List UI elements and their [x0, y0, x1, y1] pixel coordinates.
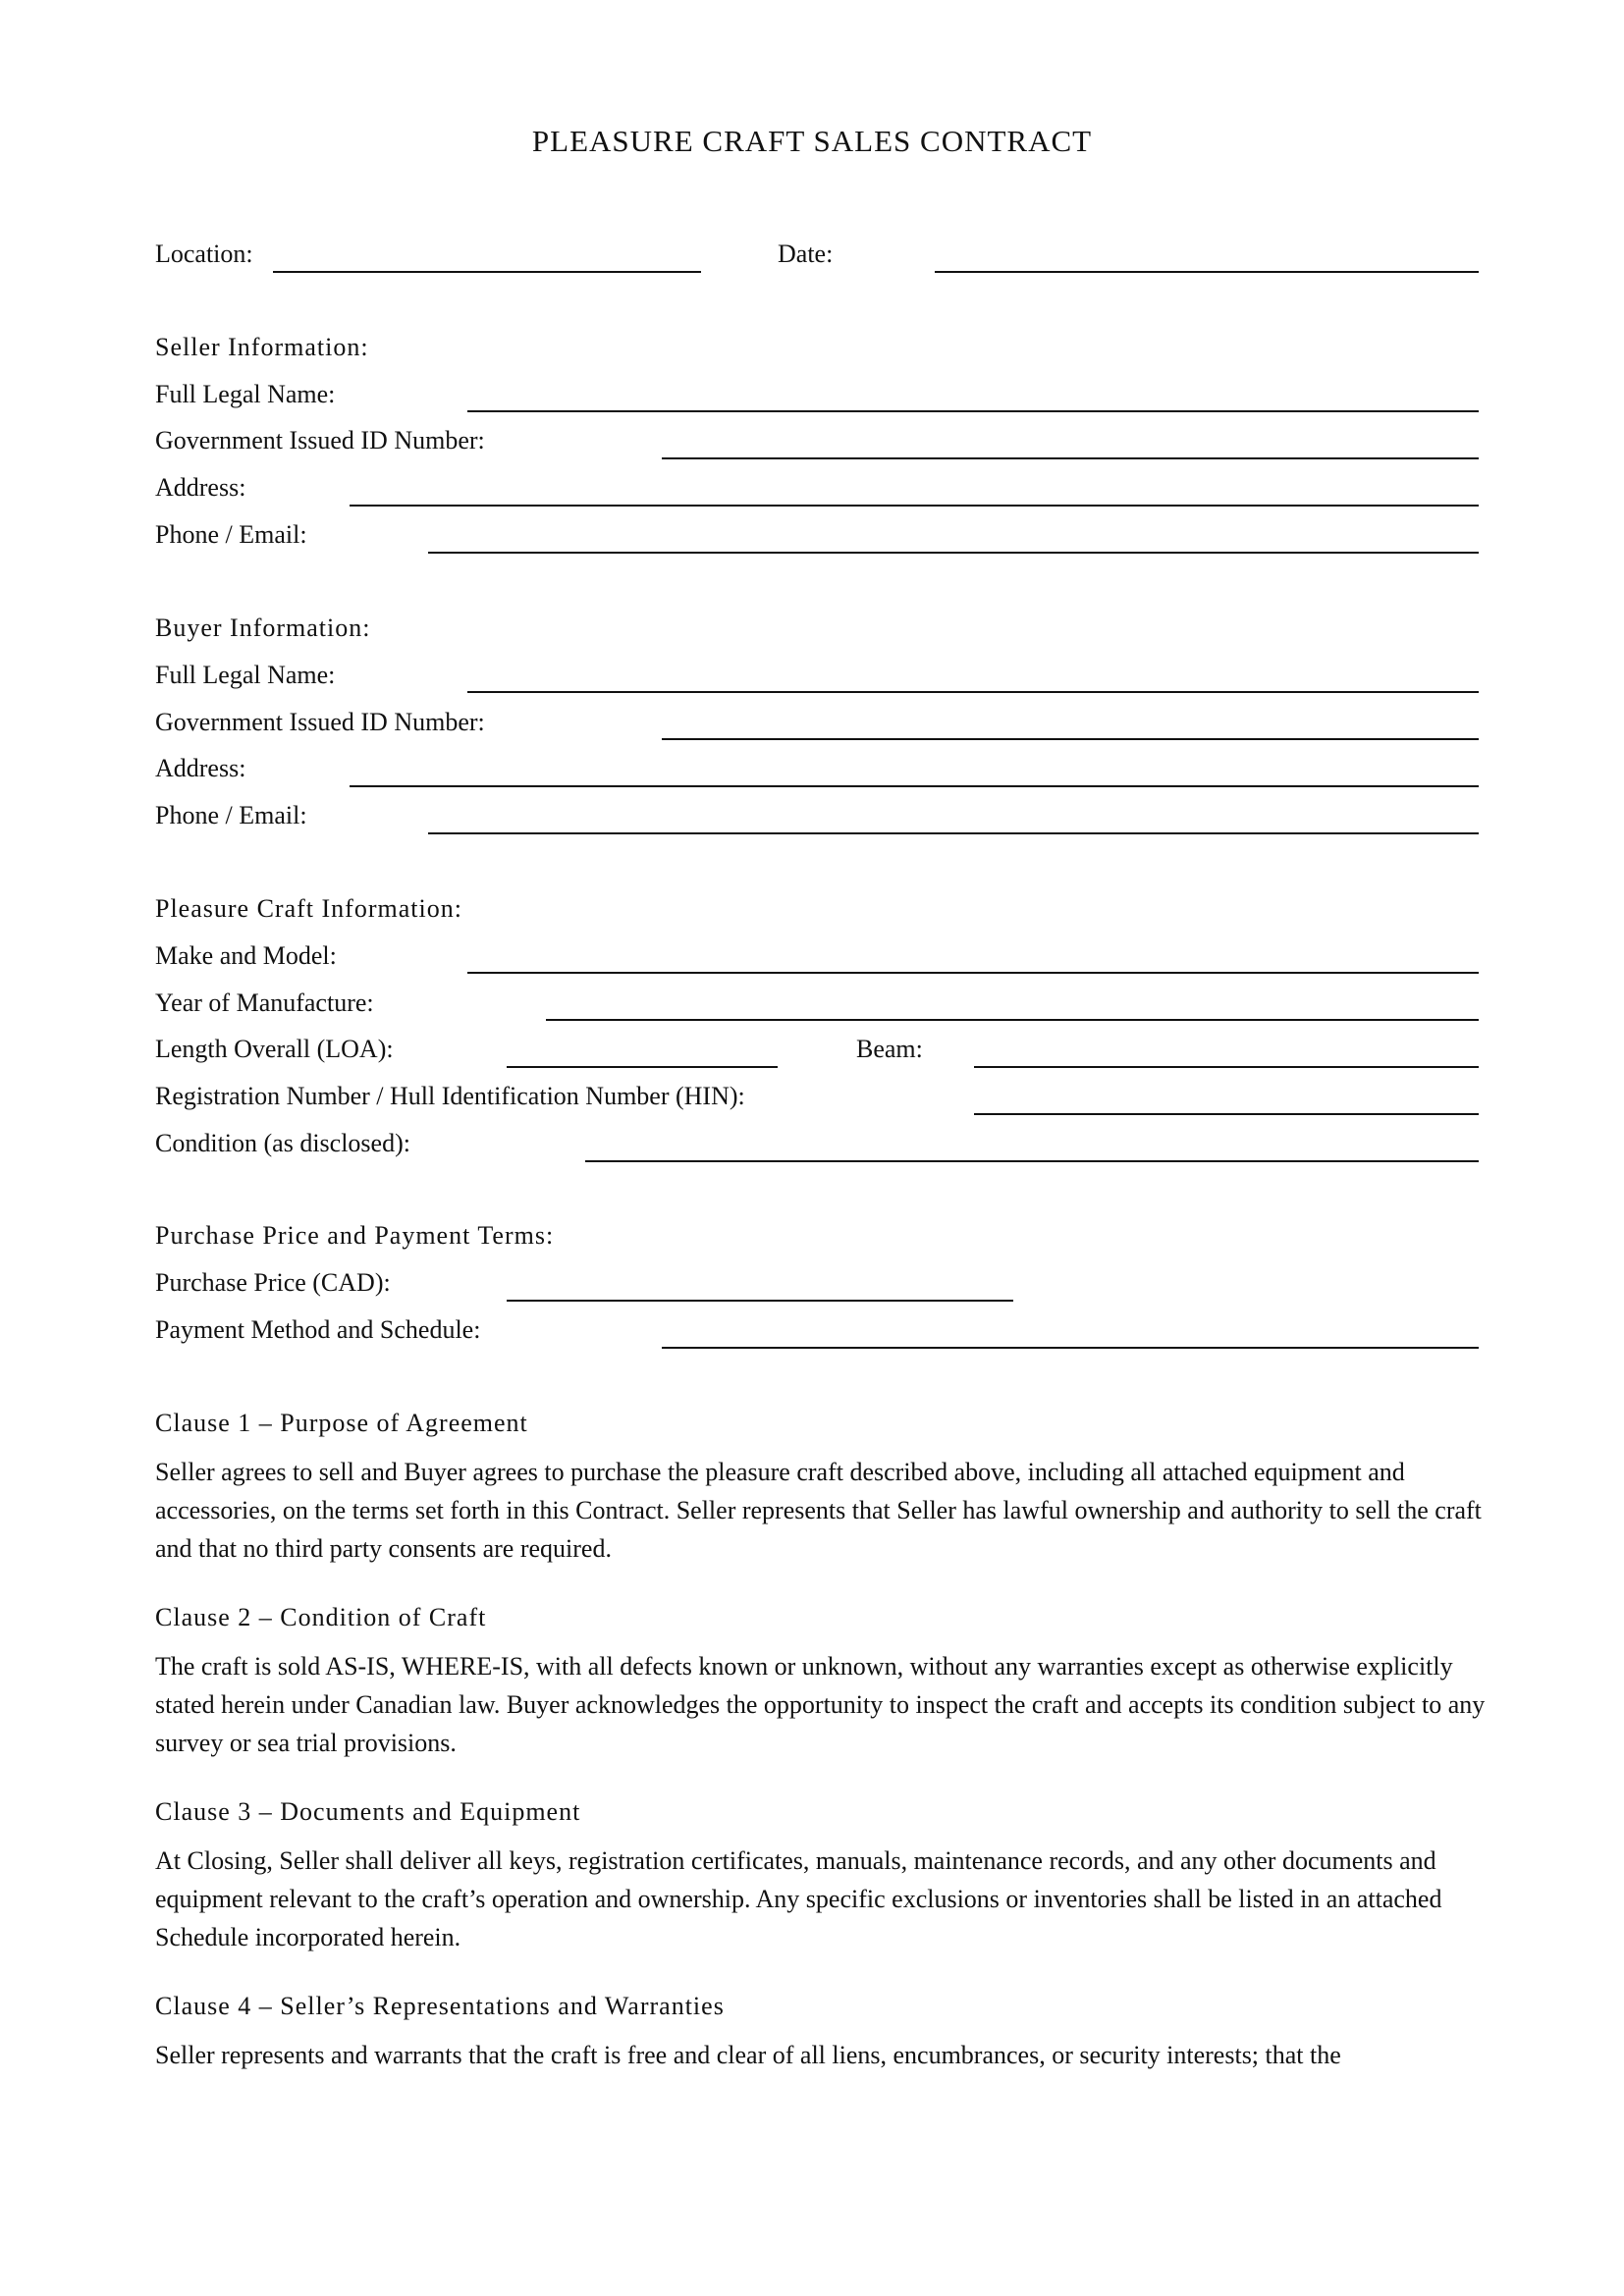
seller-contact-field[interactable] — [428, 552, 1479, 554]
seller-name-field[interactable] — [467, 410, 1479, 412]
clause-2-body: The craft is sold AS-IS, WHERE-IS, with all defects known or unknown, without any warranties except as otherwise explicitly stated herein under Canadian law. Buyer acknowledges the opportunity to inspect the craft and accepts its condition subject to any survey or sea trial provisions. — [155, 1652, 1486, 1757]
craft-heading: Pleasure Craft Information: — [155, 894, 462, 923]
payment-method-label: Payment Method and Schedule: — [155, 1315, 481, 1344]
date-field[interactable] — [935, 271, 1479, 273]
craft-condition-label: Condition (as disclosed): — [155, 1129, 410, 1157]
craft-loa-label: Length Overall (LOA): — [155, 1035, 394, 1063]
craft-reg-field[interactable] — [974, 1113, 1479, 1115]
craft-beam-field[interactable] — [974, 1066, 1479, 1068]
craft-year-field[interactable] — [546, 1019, 1479, 1021]
payment-method-field[interactable] — [662, 1347, 1479, 1349]
seller-address-field[interactable] — [350, 505, 1479, 507]
seller-id-label: Government Issued ID Number: — [155, 426, 485, 454]
clause-4-heading: Clause 4 – Seller’s Representations and Warranties — [155, 1992, 725, 2020]
price-label: Purchase Price (CAD): — [155, 1268, 391, 1297]
buyer-address-label: Address: — [155, 754, 246, 782]
clause-3-body: At Closing, Seller shall deliver all keys, registration certificates, manuals, maintenance records, and any other documents and equipment relevant to the craft’s operation and ownership. Any specific exclusions or inventories shall be listed in an attached Schedule incorporated herein. — [155, 1846, 1442, 1951]
seller-heading: Seller Information: — [155, 333, 369, 361]
craft-make-label: Make and Model: — [155, 941, 337, 970]
seller-address-label: Address: — [155, 473, 246, 502]
clause-2-heading: Clause 2 – Condition of Craft — [155, 1603, 487, 1631]
price-field[interactable] — [507, 1300, 1013, 1302]
craft-beam-label: Beam: — [856, 1035, 923, 1063]
buyer-name-field[interactable] — [467, 691, 1479, 693]
buyer-id-label: Government Issued ID Number: — [155, 708, 485, 736]
buyer-contact-field[interactable] — [428, 832, 1479, 834]
seller-id-field[interactable] — [662, 457, 1479, 459]
craft-year-label: Year of Manufacture: — [155, 988, 374, 1017]
seller-contact-label: Phone / Email: — [155, 520, 307, 549]
price-heading: Purchase Price and Payment Terms: — [155, 1221, 555, 1250]
location-field[interactable] — [273, 271, 701, 273]
seller-name-label: Full Legal Name: — [155, 380, 336, 408]
craft-reg-label: Registration Number / Hull Identification Number (HIN): — [155, 1082, 745, 1110]
clause-1-heading: Clause 1 – Purpose of Agreement — [155, 1409, 528, 1437]
buyer-heading: Buyer Information: — [155, 614, 371, 642]
craft-condition-field[interactable] — [585, 1160, 1479, 1162]
location-label: Location: — [155, 240, 253, 268]
clause-1-body: Seller agrees to sell and Buyer agrees to purchase the pleasure craft described above, including all attached equipment and accessories, on the terms set forth in this Contract. Seller represents that Seller has lawful ownership and authority to sell the craft and that no third party consents are required. — [155, 1458, 1482, 1563]
craft-make-field[interactable] — [467, 972, 1479, 974]
clause-3-heading: Clause 3 – Documents and Equipment — [155, 1797, 581, 1826]
buyer-id-field[interactable] — [662, 738, 1479, 740]
clause-4-body: Seller represents and warrants that the craft is free and clear of all liens, encumbrances, or security interests; that the — [155, 2041, 1341, 2069]
buyer-name-label: Full Legal Name: — [155, 661, 336, 689]
craft-loa-field[interactable] — [507, 1066, 778, 1068]
buyer-address-field[interactable] — [350, 785, 1479, 787]
date-label: Date: — [778, 240, 834, 268]
document-title: PLEASURE CRAFT SALES CONTRACT — [531, 124, 1093, 158]
buyer-contact-label: Phone / Email: — [155, 801, 307, 829]
